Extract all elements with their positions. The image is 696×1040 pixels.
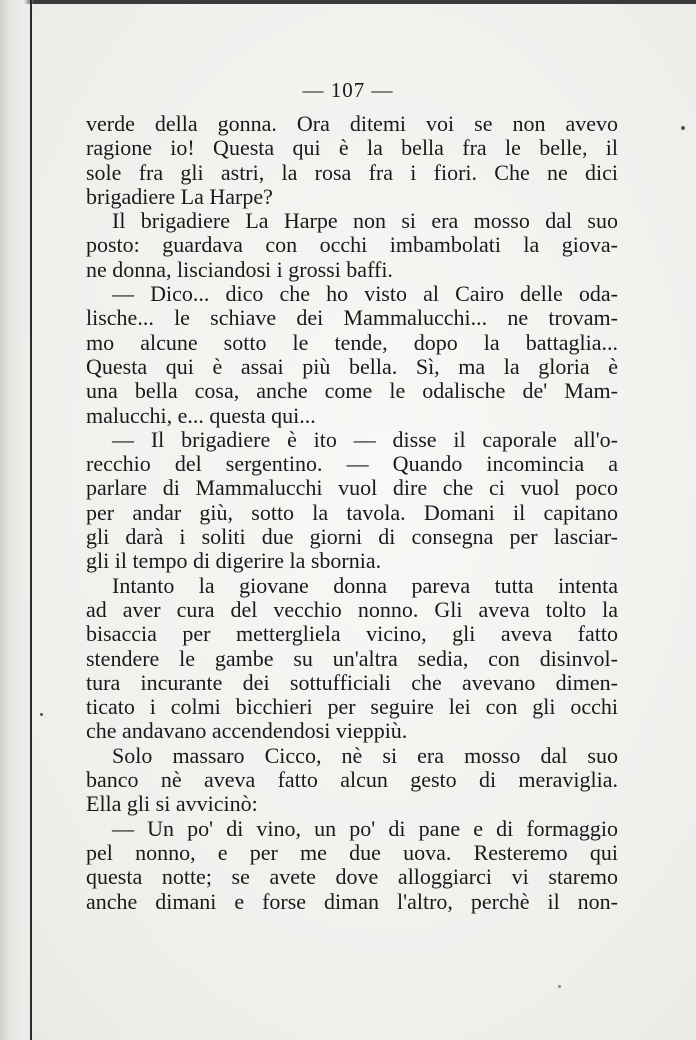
page-top-edge <box>0 0 696 4</box>
ink-speck <box>681 126 685 130</box>
text-line: verde della gonna. Ora ditemi voi se non avevo <box>86 112 618 136</box>
text-line: malucchi, e... questa qui... <box>86 403 316 428</box>
text-line: ne donna, lisciandosi i grossi baffi. <box>86 257 393 282</box>
text-line: banco nè aveva fatto alcun gesto di meraviglia. <box>86 768 618 793</box>
page-number: — 107 — <box>302 78 394 102</box>
text-line: brigadiere La Harpe? <box>86 184 273 209</box>
ink-speck <box>40 713 43 716</box>
text-line: recchio del sergentino. — Quando incomincia a <box>86 452 618 477</box>
text-line: Intanto la giovane donna pareva tutta intenta <box>112 573 618 598</box>
text-line: parlare di Mammalucchi vuol dire che ci vuol poco <box>86 476 618 501</box>
text-line: lische... le schiave dei Mammalucchi... ne trovam- <box>86 306 618 331</box>
page-binding-shadow <box>0 0 34 1040</box>
text-line: una bella cosa, anche come le odalische de' Mam- <box>86 379 618 404</box>
text-line: ragione io! Questa qui è la bella fra le belle, il <box>86 136 618 161</box>
text-line: questa notte; se avete dove alloggiarci vi staremo <box>86 865 618 890</box>
text-line: stendere le gambe su un'altra sedia, con disinvol- <box>86 646 618 671</box>
text-line: anche dimani e forse diman l'altro, perchè il non- <box>86 889 618 914</box>
text-line: Il brigadiere La Harpe non si era mosso dal suo <box>112 209 618 234</box>
text-line: tura incurante dei sottufficiali che avevano dimen- <box>86 670 618 695</box>
text-line: pel nonno, e per me due uova. Resteremo qui <box>86 840 618 865</box>
body-text <box>86 112 618 914</box>
text-line: gli il tempo di digerire la sbornia. <box>86 549 382 574</box>
text-line: che andavano accendendosi vieppiù. <box>86 719 408 744</box>
text-line: ticato i colmi bicchieri per seguire lei con gli occhi <box>86 695 618 720</box>
text-line: per andar giù, sotto la tavola. Domani il capitano <box>86 500 618 525</box>
ink-speck <box>558 985 561 988</box>
text-line: sole fra gli astri, la rosa fra i fiori. Che ne dici <box>86 160 618 185</box>
text-line: Solo massaro Cicco, nè si era mosso dal suo <box>112 743 618 768</box>
text-line: Ella gli si avvicinò: <box>86 792 258 817</box>
text-line: Questa qui è assai più bella. Sì, ma la gloria è <box>86 354 618 379</box>
text-line: ad aver cura del vecchio nonno. Gli aveva tolto la <box>86 597 618 622</box>
text-line: bisaccia per mettergliela vicino, gli aveva fatto <box>86 622 618 647</box>
text-line: — Dico... dico che ho visto al Cairo delle oda- <box>112 282 618 307</box>
text-line: — Il brigadiere è ito — disse il caporale all'o- <box>112 427 618 452</box>
text-line: — Un po' di vino, un po' di pane e di formaggio <box>112 816 618 841</box>
page-binding-line <box>30 0 32 1040</box>
text-line: gli darà i soliti due giorni di consegna per lasciar- <box>86 525 618 550</box>
text-line: mo alcune sotto le tende, dopo la battaglia... <box>86 330 618 355</box>
text-line: posto: guardava con occhi imbambolati la giova- <box>86 233 618 258</box>
